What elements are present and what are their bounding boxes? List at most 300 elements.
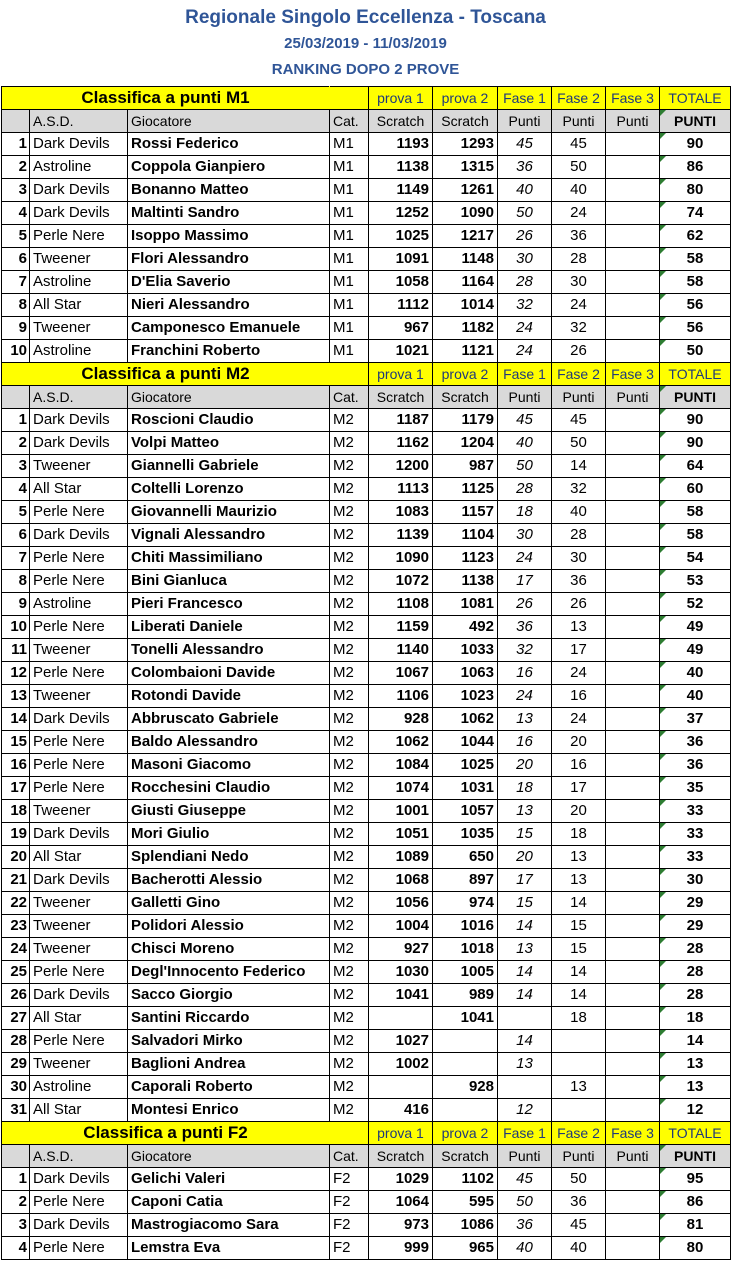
scratch1-cell: 1067 [369, 662, 433, 685]
section-title: Classifica a punti M2 [2, 363, 330, 386]
fase2-cell: 13 [552, 616, 606, 639]
punti2-header: Punti [552, 386, 606, 409]
rank-cell: 26 [2, 984, 30, 1007]
rank-cell: 21 [2, 869, 30, 892]
asd-header: A.S.D. [30, 386, 128, 409]
scratch2-cell: 595 [433, 1191, 498, 1214]
cat-cell: M2 [330, 1099, 369, 1122]
fase2-cell: 40 [552, 179, 606, 202]
cat-cell: M2 [330, 1030, 369, 1053]
fase2-cell: 14 [552, 984, 606, 1007]
fase1-header: Fase 1 [498, 363, 552, 386]
fase1-cell: 14 [498, 915, 552, 938]
fase3-cell [606, 1191, 660, 1214]
total-cell: 58 [660, 271, 731, 294]
fase1-cell: 16 [498, 662, 552, 685]
cat-cell: M2 [330, 616, 369, 639]
fase3-cell [606, 478, 660, 501]
rank-cell: 2 [2, 1191, 30, 1214]
page-subtitle: RANKING DOPO 2 PROVE [271, 61, 460, 78]
scratch2-cell: 1179 [433, 409, 498, 432]
fase3-cell [606, 708, 660, 731]
table-row [2, 616, 731, 639]
cat-header: Cat. [330, 110, 369, 133]
total-cell: 36 [660, 731, 731, 754]
rank-cell: 2 [2, 432, 30, 455]
section-title: Classifica a punti M1 [2, 87, 330, 110]
scratch2-header: Scratch [433, 386, 498, 409]
club-cell: Dark Devils [30, 133, 128, 156]
player-cell: Giusti Giuseppe [128, 800, 330, 823]
fase1-cell: 50 [498, 202, 552, 225]
scratch2-cell: 1044 [433, 731, 498, 754]
cat-cell: M1 [330, 225, 369, 248]
scratch2-cell: 974 [433, 892, 498, 915]
total-cell: 62 [660, 225, 731, 248]
club-cell: Perle Nere [30, 754, 128, 777]
player-cell: Caporali Roberto [128, 1076, 330, 1099]
cat-cell: M2 [330, 1076, 369, 1099]
table-row [2, 570, 731, 593]
table-row [2, 133, 731, 156]
scratch1-cell: 928 [369, 708, 433, 731]
scratch1-header: Scratch [369, 110, 433, 133]
table-row [2, 340, 731, 363]
fase2-cell: 40 [552, 1237, 606, 1260]
rank-cell: 7 [2, 271, 30, 294]
total-cell: 58 [660, 501, 731, 524]
fase2-cell: 17 [552, 777, 606, 800]
fase3-cell [606, 593, 660, 616]
ranking-table [1, 86, 731, 1260]
prova1-header: prova 1 [369, 363, 433, 386]
rank-cell: 20 [2, 846, 30, 869]
fase1-cell: 12 [498, 1099, 552, 1122]
table-row [2, 1191, 731, 1214]
cat-cell: M2 [330, 984, 369, 1007]
fase1-cell: 28 [498, 271, 552, 294]
scratch2-cell: 492 [433, 616, 498, 639]
total-cell: 28 [660, 961, 731, 984]
cat-cell: M1 [330, 340, 369, 363]
total-cell: 53 [660, 570, 731, 593]
fase1-cell [498, 1076, 552, 1099]
scratch2-cell: 1125 [433, 478, 498, 501]
club-cell: Dark Devils [30, 708, 128, 731]
scratch2-cell: 1102 [433, 1168, 498, 1191]
scratch2-cell: 1033 [433, 639, 498, 662]
total-cell: 95 [660, 1168, 731, 1191]
scratch2-cell: 1123 [433, 547, 498, 570]
fase3-cell [606, 133, 660, 156]
table-row [2, 777, 731, 800]
club-cell: Astroline [30, 1076, 128, 1099]
cat-cell: F2 [330, 1191, 369, 1214]
scratch1-cell: 1193 [369, 133, 433, 156]
fase1-cell: 14 [498, 961, 552, 984]
fase1-cell: 24 [498, 685, 552, 708]
table-row [2, 317, 731, 340]
player-cell: Splendiani Nedo [128, 846, 330, 869]
scratch1-cell: 1001 [369, 800, 433, 823]
player-cell: Bini Gianluca [128, 570, 330, 593]
fase3-cell [606, 409, 660, 432]
club-cell: Perle Nere [30, 616, 128, 639]
fase2-cell: 28 [552, 248, 606, 271]
club-cell: Dark Devils [30, 409, 128, 432]
rank-cell: 11 [2, 639, 30, 662]
scratch1-cell: 1056 [369, 892, 433, 915]
scratch1-cell: 999 [369, 1237, 433, 1260]
fase2-cell: 30 [552, 271, 606, 294]
cat-cell: M2 [330, 823, 369, 846]
rank-cell: 2 [2, 156, 30, 179]
scratch2-cell: 965 [433, 1237, 498, 1260]
rank-cell: 1 [2, 133, 30, 156]
scratch1-cell: 416 [369, 1099, 433, 1122]
table-row [2, 754, 731, 777]
table-row [2, 478, 731, 501]
pos-header [2, 1145, 30, 1168]
fase3-header: Fase 3 [606, 363, 660, 386]
club-cell: Dark Devils [30, 432, 128, 455]
scratch1-cell: 927 [369, 938, 433, 961]
player-cell: Galletti Gino [128, 892, 330, 915]
fase2-cell: 24 [552, 294, 606, 317]
fase3-cell [606, 340, 660, 363]
scratch1-cell: 1140 [369, 639, 433, 662]
cat-cell: M2 [330, 708, 369, 731]
club-cell: All Star [30, 1099, 128, 1122]
club-cell: Perle Nere [30, 225, 128, 248]
fase3-cell [606, 432, 660, 455]
fase2-cell: 16 [552, 685, 606, 708]
total-cell: 54 [660, 547, 731, 570]
fase3-cell [606, 754, 660, 777]
player-cell: Liberati Daniele [128, 616, 330, 639]
fase1-cell: 20 [498, 754, 552, 777]
player-cell: Baldo Alessandro [128, 731, 330, 754]
table-row [2, 984, 731, 1007]
scratch2-cell: 1164 [433, 271, 498, 294]
prova2-header: prova 2 [433, 1122, 498, 1145]
player-cell: Coppola Gianpiero [128, 156, 330, 179]
club-cell: Dark Devils [30, 202, 128, 225]
scratch1-cell: 1139 [369, 524, 433, 547]
club-cell: Dark Devils [30, 524, 128, 547]
scratch2-cell [433, 1053, 498, 1076]
fase3-cell [606, 1007, 660, 1030]
punti1-header: Punti [498, 1145, 552, 1168]
fase2-cell: 30 [552, 547, 606, 570]
fase1-cell: 13 [498, 800, 552, 823]
rank-cell: 24 [2, 938, 30, 961]
cat-cell: M2 [330, 961, 369, 984]
fase3-cell [606, 984, 660, 1007]
cat-cell: M2 [330, 501, 369, 524]
fase3-cell [606, 616, 660, 639]
fase2-cell: 18 [552, 1007, 606, 1030]
scratch1-header: Scratch [369, 1145, 433, 1168]
punti-total-header: PUNTI [660, 1145, 731, 1168]
cat-cell: M2 [330, 800, 369, 823]
player-cell: Gelichi Valeri [128, 1168, 330, 1191]
cat-cell: M2 [330, 409, 369, 432]
scratch1-cell: 1074 [369, 777, 433, 800]
fase1-cell: 40 [498, 432, 552, 455]
scratch1-cell [369, 1007, 433, 1030]
scratch2-cell: 650 [433, 846, 498, 869]
fase1-cell: 32 [498, 294, 552, 317]
fase2-cell: 13 [552, 869, 606, 892]
section-title-gap [330, 1122, 369, 1145]
cat-cell: M2 [330, 915, 369, 938]
club-cell: All Star [30, 1007, 128, 1030]
player-cell: Rotondi Davide [128, 685, 330, 708]
fase1-cell: 16 [498, 731, 552, 754]
cat-cell: M2 [330, 455, 369, 478]
punti3-header: Punti [606, 1145, 660, 1168]
cat-cell: M2 [330, 892, 369, 915]
club-cell: Perle Nere [30, 1191, 128, 1214]
total-cell: 90 [660, 432, 731, 455]
rank-cell: 29 [2, 1053, 30, 1076]
scratch1-cell: 1058 [369, 271, 433, 294]
fase2-cell: 20 [552, 731, 606, 754]
player-cell: Masoni Giacomo [128, 754, 330, 777]
scratch1-cell: 967 [369, 317, 433, 340]
club-cell: Dark Devils [30, 823, 128, 846]
fase3-cell [606, 225, 660, 248]
rank-cell: 13 [2, 685, 30, 708]
fase3-cell [606, 570, 660, 593]
player-cell: Rocchesini Claudio [128, 777, 330, 800]
scratch2-cell: 928 [433, 1076, 498, 1099]
total-cell: 64 [660, 455, 731, 478]
total-cell: 29 [660, 915, 731, 938]
table-row [2, 1030, 731, 1053]
table-row [2, 547, 731, 570]
section-title-gap [330, 87, 369, 110]
scratch1-cell: 1068 [369, 869, 433, 892]
rank-cell: 10 [2, 616, 30, 639]
cat-cell: F2 [330, 1237, 369, 1260]
fase2-cell: 24 [552, 202, 606, 225]
rank-cell: 19 [2, 823, 30, 846]
rank-cell: 30 [2, 1076, 30, 1099]
scratch2-cell [433, 1099, 498, 1122]
fase1-cell: 40 [498, 1237, 552, 1260]
table-row [2, 409, 731, 432]
player-cell: Mori Giulio [128, 823, 330, 846]
total-cell: 56 [660, 317, 731, 340]
player-cell: Sacco Giorgio [128, 984, 330, 1007]
fase3-cell [606, 1030, 660, 1053]
fase1-cell: 13 [498, 1053, 552, 1076]
club-cell: Tweener [30, 1053, 128, 1076]
scratch1-cell: 1064 [369, 1191, 433, 1214]
fase3-cell [606, 271, 660, 294]
table-row [2, 1099, 731, 1122]
scratch1-cell: 1106 [369, 685, 433, 708]
fase2-cell: 13 [552, 846, 606, 869]
section-title-row [2, 87, 731, 110]
cat-cell: M2 [330, 777, 369, 800]
section-title: Classifica a punti F2 [2, 1122, 330, 1145]
scratch2-cell: 1086 [433, 1214, 498, 1237]
club-cell: Dark Devils [30, 984, 128, 1007]
table-row [2, 708, 731, 731]
table-row [2, 685, 731, 708]
player-cell: Flori Alessandro [128, 248, 330, 271]
scratch2-header: Scratch [433, 110, 498, 133]
fase2-cell: 50 [552, 1168, 606, 1191]
cat-cell: M2 [330, 1053, 369, 1076]
rank-cell: 3 [2, 455, 30, 478]
fase3-cell [606, 685, 660, 708]
prova2-header: prova 2 [433, 87, 498, 110]
player-cell: Santini Riccardo [128, 1007, 330, 1030]
table-row [2, 1214, 731, 1237]
total-cell: 90 [660, 409, 731, 432]
fase1-cell: 15 [498, 892, 552, 915]
fase3-cell [606, 1076, 660, 1099]
scratch2-cell: 987 [433, 455, 498, 478]
rank-cell: 1 [2, 1168, 30, 1191]
fase2-cell: 18 [552, 823, 606, 846]
scratch2-cell: 1148 [433, 248, 498, 271]
fase2-cell: 28 [552, 524, 606, 547]
club-cell: Astroline [30, 271, 128, 294]
fase2-cell: 15 [552, 938, 606, 961]
fase3-cell [606, 317, 660, 340]
table-row [2, 846, 731, 869]
player-cell: Montesi Enrico [128, 1099, 330, 1122]
player-cell: Salvadori Mirko [128, 1030, 330, 1053]
table-row [2, 202, 731, 225]
table-row [2, 961, 731, 984]
scratch1-cell: 1084 [369, 754, 433, 777]
table-row [2, 1053, 731, 1076]
player-cell: Baglioni Andrea [128, 1053, 330, 1076]
page-header [0, 0, 731, 86]
prova2-header: prova 2 [433, 363, 498, 386]
scratch1-cell: 1025 [369, 225, 433, 248]
fase3-cell [606, 938, 660, 961]
cat-cell: M2 [330, 432, 369, 455]
punti-total-header: PUNTI [660, 110, 731, 133]
column-header-row [2, 386, 731, 409]
date-range: 25/03/2019 - 11/03/2019 [284, 35, 447, 52]
scratch2-header: Scratch [433, 1145, 498, 1168]
scratch1-cell: 1083 [369, 501, 433, 524]
fase2-cell: 40 [552, 501, 606, 524]
rank-cell: 17 [2, 777, 30, 800]
cat-cell: M2 [330, 846, 369, 869]
rank-cell: 23 [2, 915, 30, 938]
rank-cell: 16 [2, 754, 30, 777]
player-cell: Franchini Roberto [128, 340, 330, 363]
totale-header: TOTALE [660, 87, 731, 110]
scratch2-cell: 1157 [433, 501, 498, 524]
fase1-cell: 36 [498, 156, 552, 179]
fase2-cell: 16 [552, 754, 606, 777]
fase2-cell: 36 [552, 1191, 606, 1214]
cat-cell: M2 [330, 524, 369, 547]
scratch2-cell: 1121 [433, 340, 498, 363]
fase1-cell: 26 [498, 593, 552, 616]
scratch1-cell: 1187 [369, 409, 433, 432]
table-row [2, 639, 731, 662]
fase2-cell: 14 [552, 892, 606, 915]
table-row [2, 432, 731, 455]
player-cell: Caponi Catia [128, 1191, 330, 1214]
asd-header: A.S.D. [30, 1145, 128, 1168]
table-row [2, 455, 731, 478]
fase2-cell: 50 [552, 432, 606, 455]
fase2-cell [552, 1053, 606, 1076]
cat-cell: M2 [330, 869, 369, 892]
scratch1-cell: 1002 [369, 1053, 433, 1076]
fase3-cell [606, 248, 660, 271]
fase2-cell: 45 [552, 1214, 606, 1237]
fase1-cell: 14 [498, 984, 552, 1007]
total-cell: 37 [660, 708, 731, 731]
fase2-header: Fase 2 [552, 1122, 606, 1145]
total-cell: 30 [660, 869, 731, 892]
column-header-row [2, 1145, 731, 1168]
club-cell: All Star [30, 294, 128, 317]
scratch1-cell: 1091 [369, 248, 433, 271]
fase1-cell: 28 [498, 478, 552, 501]
club-cell: Perle Nere [30, 1030, 128, 1053]
total-cell: 13 [660, 1053, 731, 1076]
rank-cell: 4 [2, 1237, 30, 1260]
club-cell: Tweener [30, 685, 128, 708]
punti1-header: Punti [498, 386, 552, 409]
cat-header: Cat. [330, 386, 369, 409]
rank-cell: 15 [2, 731, 30, 754]
fase2-cell: 36 [552, 225, 606, 248]
scratch1-cell: 1200 [369, 455, 433, 478]
scratch1-cell: 973 [369, 1214, 433, 1237]
scratch1-cell: 1041 [369, 984, 433, 1007]
player-cell: Chisci Moreno [128, 938, 330, 961]
fase1-cell [498, 1007, 552, 1030]
fase1-cell: 30 [498, 524, 552, 547]
player-cell: D'Elia Saverio [128, 271, 330, 294]
fase1-cell: 45 [498, 1168, 552, 1191]
club-cell: Dark Devils [30, 1168, 128, 1191]
club-cell: Perle Nere [30, 777, 128, 800]
rank-cell: 25 [2, 961, 30, 984]
player-cell: Maltinti Sandro [128, 202, 330, 225]
fase3-cell [606, 1168, 660, 1191]
scratch2-cell: 1182 [433, 317, 498, 340]
scratch1-cell: 1112 [369, 294, 433, 317]
total-cell: 86 [660, 1191, 731, 1214]
fase1-cell: 24 [498, 547, 552, 570]
total-cell: 29 [660, 892, 731, 915]
scratch2-cell: 1035 [433, 823, 498, 846]
scratch1-cell: 1062 [369, 731, 433, 754]
club-cell: Perle Nere [30, 1237, 128, 1260]
cat-cell: M2 [330, 662, 369, 685]
total-cell: 90 [660, 133, 731, 156]
table-row [2, 179, 731, 202]
fase3-cell [606, 777, 660, 800]
player-cell: Chiti Massimiliano [128, 547, 330, 570]
